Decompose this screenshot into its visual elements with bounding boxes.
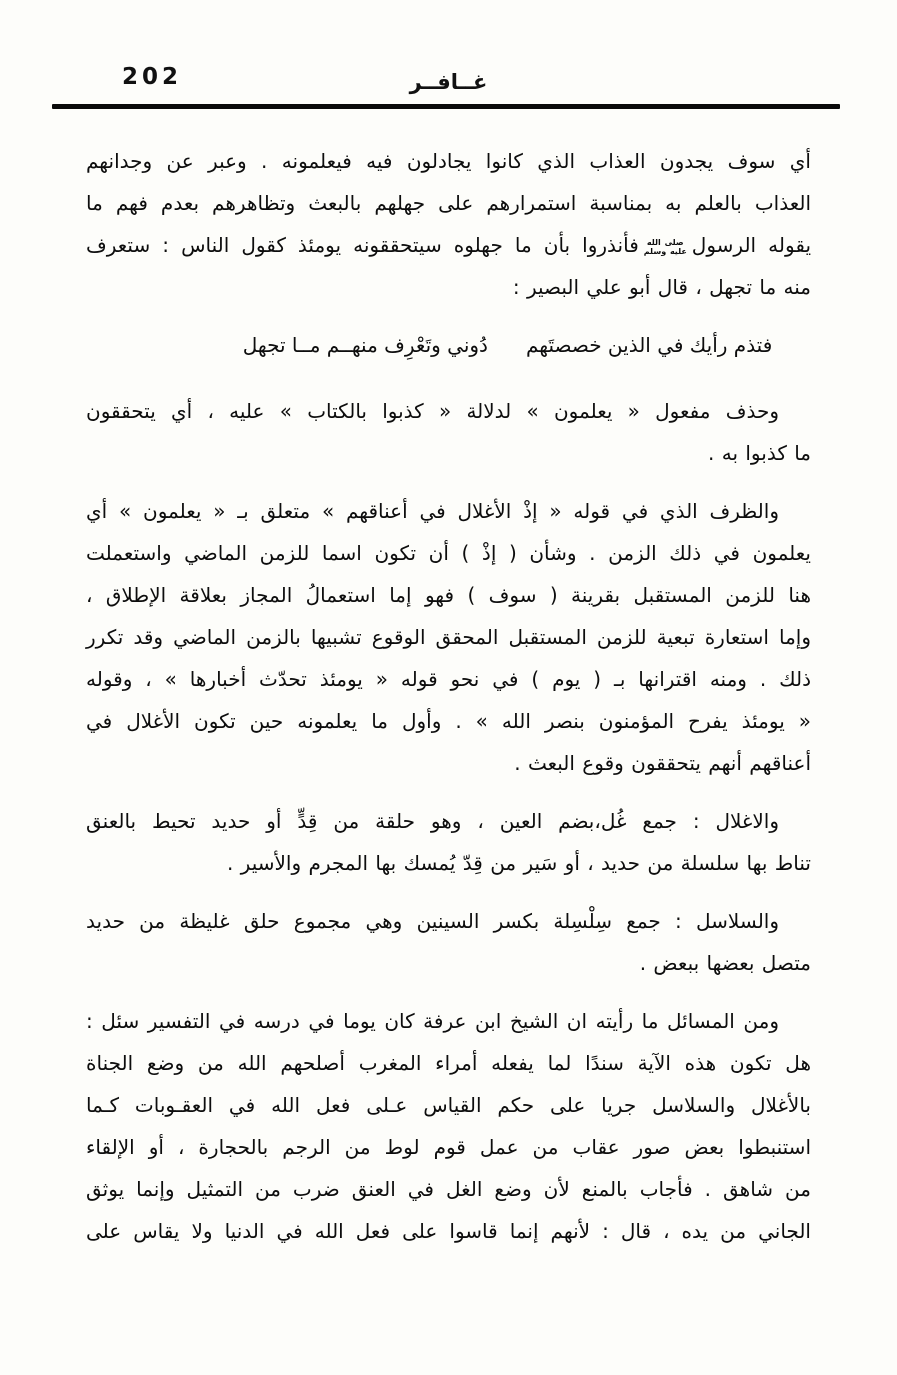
paragraph-2 <box>86 390 811 474</box>
honorific-top: صلى الله <box>646 237 684 247</box>
text-line: الجاني من يده ، قال : لأنهم إنما قاسوا على فعل الله في الدنيا ولا يقاس على <box>86 1219 811 1243</box>
text-line: هنا للزمن المستقبل بقرينة ( سوف ) فهو إما استعمالُ المجاز بعلاقة الإطلاق ، <box>86 583 811 607</box>
text-line: بالأغلال والسلاسل جريا على حكم القياس عـلى فعل الله في العقـوبات كـما <box>86 1093 811 1117</box>
text-line: وحذف مفعول « يعلمون » لدلالة « كذبوا بالكتاب » عليه ، أي يتحققون <box>86 399 779 423</box>
text-line <box>86 224 811 266</box>
text-line: تناط بها سلسلة من حديد ، أو سَير من قِدّ يُمسك بها المجرم والأسير . <box>226 851 811 875</box>
paragraph-1 <box>86 140 811 308</box>
paragraph-5 <box>86 900 811 984</box>
text-line: من شاهق . فأجاب بالمنع لأن وضع الغل في العنق ضرب من التمثيل وإنما يوثق <box>86 1177 811 1201</box>
text-line: والظرف الذي في قوله « إذْ الأغلال في أعناقهم » متعلق بـ « يعلمون » أي <box>86 499 779 523</box>
text-line: وإما استعارة تبعية للزمن المستقبل المحقق الوقوع تشبيها بالزمن الماضي وقد تكرر <box>86 625 811 649</box>
text-line: متصل بعضها ببعض . <box>639 951 811 975</box>
honorific-bottom: عليه وسلم <box>643 246 687 256</box>
text-line: العذاب بالعلم به بمناسبة استمرارهم على جهلهم بالبعث وتظاهرهم بعدم فهم ما <box>86 191 811 215</box>
header-rule <box>52 104 840 109</box>
hemistich-left: دُوني وتَعْرِف منهــم مــا تجهل <box>242 333 488 357</box>
hemistich-right: فتذم رأيك في الذين خصصتَهم <box>525 333 773 357</box>
text-line: والاغلال : جمع غُل،بضم العين ، وهو حلقة من قِدٍّ أو حديد تحيط بالعنق <box>86 809 779 833</box>
text-line: ما كذبوا به . <box>708 441 811 465</box>
prophet-honorific-mark <box>644 238 687 256</box>
text-line: يعلمون في ذلك الزمن . وشأن ( إذْ ) أن تكون اسما للزمن الماضي واستعملت <box>86 541 811 565</box>
page-number: 202 <box>122 64 183 90</box>
text-body <box>86 140 811 1268</box>
text-segment: فأنذروا بأن ما جهلوه سيتحققونه يومئذ كقول الناس : ستعرف <box>86 233 639 257</box>
text-line: أي سوف يجدون العذاب الذي كانوا يجادلون فيه فيعلمونه . وعبر عن وجدانهم <box>86 149 811 173</box>
text-line: ومن المسائل ما رأيته ان الشيخ ابن عرفة كان يوما في درسه في التفسير سئل : <box>86 1009 779 1033</box>
text-line: استنبطوا بعض صور عقاب من عمل قوم لوط من الرجم بالحجارة ، أو الإلقاء <box>86 1135 811 1159</box>
text-line: هل تكون هذه الآية سندًا لما يفعله أمراء المغرب أصلحهم الله من وضع الجناة <box>86 1051 811 1075</box>
paragraph-4 <box>86 800 811 884</box>
text-line: منه ما تجهل ، قال أبو علي البصير : <box>512 275 811 299</box>
text-line: « يومئذ يفرح المؤمنون بنصر الله » . وأول ما يعلمونه حين تكون الأغلال في <box>86 709 811 733</box>
surah-title: غــافــر <box>409 70 488 94</box>
poetry-couplet <box>86 324 811 366</box>
text-line: ذلك . ومنه اقترانها بـ ( يوم ) في نحو قوله « يومئذ تحدّث أخبارها » ، وقوله <box>86 667 811 691</box>
paragraph-3 <box>86 490 811 784</box>
paragraph-6 <box>86 1000 811 1252</box>
text-line: أعناقهم أنهم يتحققون وقوع البعث . <box>514 751 811 775</box>
running-head <box>0 0 897 112</box>
text-segment: يقوله الرسول <box>691 233 812 257</box>
text-line: والسلاسل : جمع سِلْسِلة بكسر السينين وهي مجموع حلق غليظة من حديد <box>86 909 779 933</box>
